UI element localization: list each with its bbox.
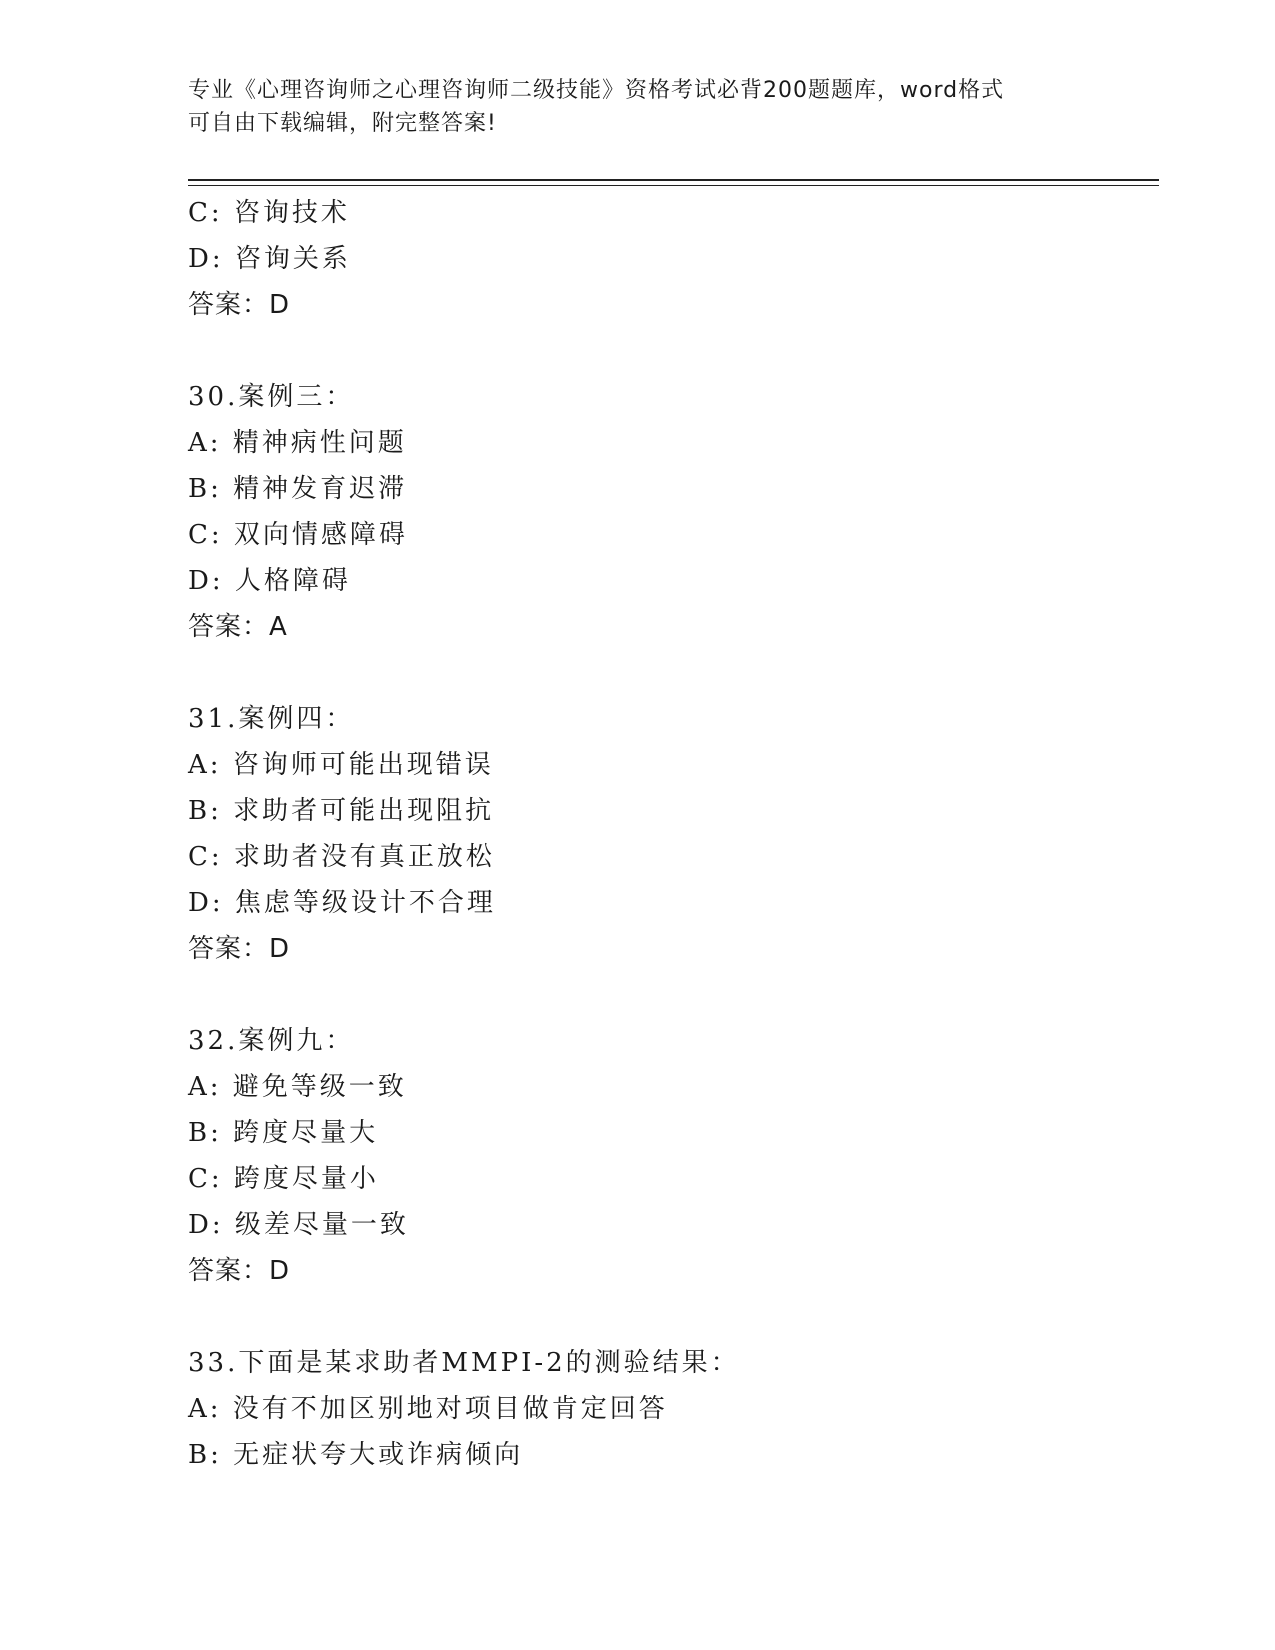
option-d: D: 人格障碍 (188, 566, 351, 596)
question-list (188, 190, 1159, 1478)
question-30 (188, 374, 1159, 650)
option-a: A: 精神病性问题 (188, 428, 407, 458)
spacer (188, 1294, 1159, 1340)
option-b: B: 跨度尽量大 (188, 1118, 379, 1148)
answer-line: 答案：D (188, 934, 291, 964)
option-b: B: 求助者可能出现阻抗 (188, 796, 495, 826)
option-a: A: 咨询师可能出现错误 (188, 750, 494, 780)
option-c: C: 咨询技术 (188, 198, 350, 228)
spacer (188, 972, 1159, 1018)
answer-line: 答案：D (188, 290, 291, 320)
question-31 (188, 696, 1159, 972)
question-33 (188, 1340, 1159, 1478)
question-title: 31.案例四： (188, 704, 355, 734)
option-b: B: 无症状夸大或诈病倾向 (188, 1440, 524, 1470)
answer-line: 答案：D (188, 1256, 291, 1286)
option-a: A: 没有不加区别地对项目做肯定回答 (188, 1394, 668, 1424)
spacer (188, 650, 1159, 696)
option-d: D: 焦虑等级设计不合理 (188, 888, 496, 918)
spacer (188, 328, 1159, 374)
question-32 (188, 1018, 1159, 1294)
question-title: 33.下面是某求助者MMPI-2的测验结果： (188, 1348, 740, 1378)
header-divider-thin (188, 185, 1159, 186)
question-title: 30.案例三： (188, 382, 355, 412)
option-c: C: 跨度尽量小 (188, 1164, 379, 1194)
option-d: D: 咨询关系 (188, 244, 351, 274)
header-line-1: 专业《心理咨询师之心理咨询师二级技能》资格考试必背200题题库，word格式 (188, 78, 1005, 103)
option-b: B: 精神发育迟滞 (188, 474, 408, 504)
option-c: C: 双向情感障碍 (188, 520, 408, 550)
document-header (188, 74, 1088, 140)
question-title: 32.案例九： (188, 1026, 355, 1056)
option-c: C: 求助者没有真正放松 (188, 842, 495, 872)
option-d: D: 级差尽量一致 (188, 1210, 409, 1240)
answer-line: 答案：A (188, 612, 288, 642)
header-divider-thick (188, 179, 1159, 181)
previous-question-tail (188, 190, 1159, 328)
option-a: A: 避免等级一致 (188, 1072, 407, 1102)
header-line-2: 可自由下载编辑，附完整答案! (188, 111, 497, 136)
